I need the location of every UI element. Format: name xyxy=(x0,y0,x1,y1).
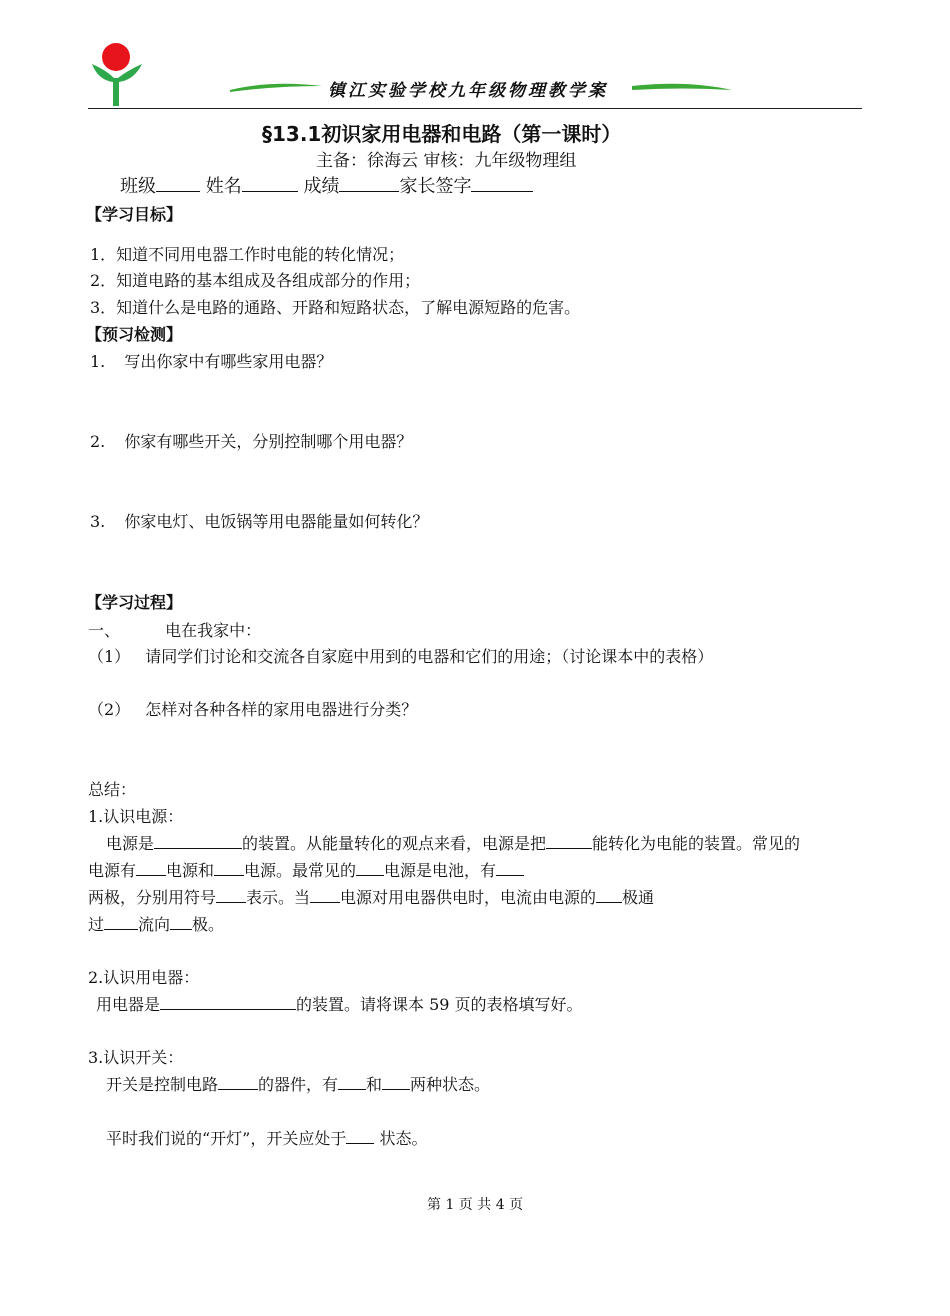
objective-item: 2．知道电路的基本组成及各组成部分的作用； xyxy=(90,271,421,290)
text: 开关是控制电路 xyxy=(106,1075,219,1094)
question-text: 你家电灯、电饭锅等用电器能量如何转化？ xyxy=(124,512,429,531)
blank[interactable] xyxy=(382,1075,410,1090)
author-line xyxy=(316,146,576,171)
section-title: 电在我家中： xyxy=(165,621,262,640)
header-swoosh-left xyxy=(230,78,322,96)
s3-line-2 xyxy=(106,1126,427,1149)
parent-label: 家长签字 xyxy=(399,176,472,197)
s1-line-2 xyxy=(88,858,524,881)
parent-blank[interactable] xyxy=(471,177,533,192)
class-label: 班级 xyxy=(120,176,156,197)
preview-heading: 【预习检测】 xyxy=(86,325,183,344)
text: 状态。 xyxy=(379,1129,428,1148)
text: 的器件，有 xyxy=(258,1075,339,1094)
main-prep-label: 主备： xyxy=(316,151,367,171)
name-label: 姓名 xyxy=(205,176,242,197)
text: 用电器是 xyxy=(96,995,161,1014)
text: 电源是电池，有 xyxy=(384,861,497,880)
objective-item: 3．知道什么是电路的通路、开路和短路状态，了解电源短路的危害。 xyxy=(90,298,581,317)
question-number: （1） xyxy=(88,647,131,666)
preview-question xyxy=(90,429,412,452)
blank[interactable] xyxy=(346,1129,374,1144)
objective-item: 1．知道不同用电器工作时电能的转化情况； xyxy=(90,245,405,264)
s2-heading: 2.认识用电器： xyxy=(88,968,200,987)
section-number: 一、 xyxy=(88,621,121,640)
text: 能转化为电能的装置。常见的 xyxy=(592,834,801,853)
blank[interactable] xyxy=(136,861,166,876)
question-text: 写出你家中有哪些家用电器？ xyxy=(124,352,333,371)
section-1 xyxy=(88,618,261,641)
question-number: 1. xyxy=(90,352,106,371)
text: 的装置。从能量转化的观点来看，电源是把 xyxy=(242,834,547,853)
review: 九年级物理组 xyxy=(474,151,577,171)
objectives-heading: 【学习目标】 xyxy=(86,205,183,224)
question-number: 2. xyxy=(90,432,106,451)
text: 电源有 xyxy=(88,861,137,880)
text: 表示。当 xyxy=(246,888,311,907)
question-number: （2） xyxy=(88,700,131,719)
name-blank[interactable] xyxy=(242,177,298,192)
blank[interactable] xyxy=(218,1075,258,1090)
blank[interactable] xyxy=(496,861,524,876)
text: 的装置。请将课本 59 页的表格填写好。 xyxy=(296,995,583,1014)
s1-heading: 1.认识电源： xyxy=(88,807,184,826)
class-blank[interactable] xyxy=(156,177,200,192)
blank[interactable] xyxy=(214,861,244,876)
page-title: §13.1初识家用电器和电路（第一课时） xyxy=(262,122,622,146)
text: 电源对用电器供电时，电流由电源的 xyxy=(340,888,597,907)
blank[interactable] xyxy=(546,834,592,849)
score-label: 成绩 xyxy=(303,176,340,197)
blank[interactable] xyxy=(356,861,384,876)
blank[interactable] xyxy=(216,888,246,903)
text: 过 xyxy=(88,915,105,934)
summary-label: 总结： xyxy=(88,780,137,799)
header-swoosh-right xyxy=(632,78,732,96)
blank[interactable] xyxy=(338,1075,366,1090)
process-question-1 xyxy=(88,644,713,667)
score-blank[interactable] xyxy=(339,177,399,192)
text: 电源是 xyxy=(106,834,155,853)
main-prep: 徐海云 xyxy=(367,151,418,171)
text: 平时我们说的“开灯”，开关应处于 xyxy=(106,1129,347,1148)
text: 电源。最常见的 xyxy=(244,861,357,880)
school-banner: 镇江实验学校九年级物理教学案 xyxy=(328,81,608,101)
s3-heading: 3.认识开关： xyxy=(88,1048,184,1067)
text: 极。 xyxy=(192,915,225,934)
text: 电源和 xyxy=(166,861,215,880)
preview-question xyxy=(90,349,332,372)
process-heading: 【学习过程】 xyxy=(86,593,183,612)
question-text: 请同学们讨论和交流各自家庭中用到的电器和它们的用途；（讨论课本中的表格） xyxy=(145,647,714,666)
s2-line-1 xyxy=(96,992,583,1015)
s1-line-3 xyxy=(88,885,654,908)
question-text: 怎样对各种各样的家用电器进行分类？ xyxy=(145,700,418,719)
question-text: 你家有哪些开关，分别控制哪个用电器？ xyxy=(124,432,413,451)
blank[interactable] xyxy=(310,888,340,903)
question-number: 3. xyxy=(90,512,106,531)
s1-line-1 xyxy=(106,831,800,854)
process-question-2 xyxy=(88,697,417,720)
blank[interactable] xyxy=(160,995,296,1010)
text: 两极，分别用符号 xyxy=(88,888,217,907)
info-fields xyxy=(120,172,533,198)
blank[interactable] xyxy=(170,915,192,930)
review-label: 审核： xyxy=(423,151,475,171)
header-rule xyxy=(88,108,862,109)
blank[interactable] xyxy=(104,915,138,930)
text: 和 xyxy=(366,1075,383,1094)
text: 极通 xyxy=(622,888,655,907)
s3-line-1 xyxy=(106,1072,490,1095)
blank[interactable] xyxy=(596,888,622,903)
blank[interactable] xyxy=(154,834,242,849)
preview-question xyxy=(90,509,428,532)
page-footer: 第 1 页 共 4 页 xyxy=(427,1197,524,1213)
s1-line-4 xyxy=(88,912,224,935)
text: 流向 xyxy=(138,915,171,934)
text: 两种状态。 xyxy=(410,1075,491,1094)
school-logo xyxy=(86,40,148,106)
